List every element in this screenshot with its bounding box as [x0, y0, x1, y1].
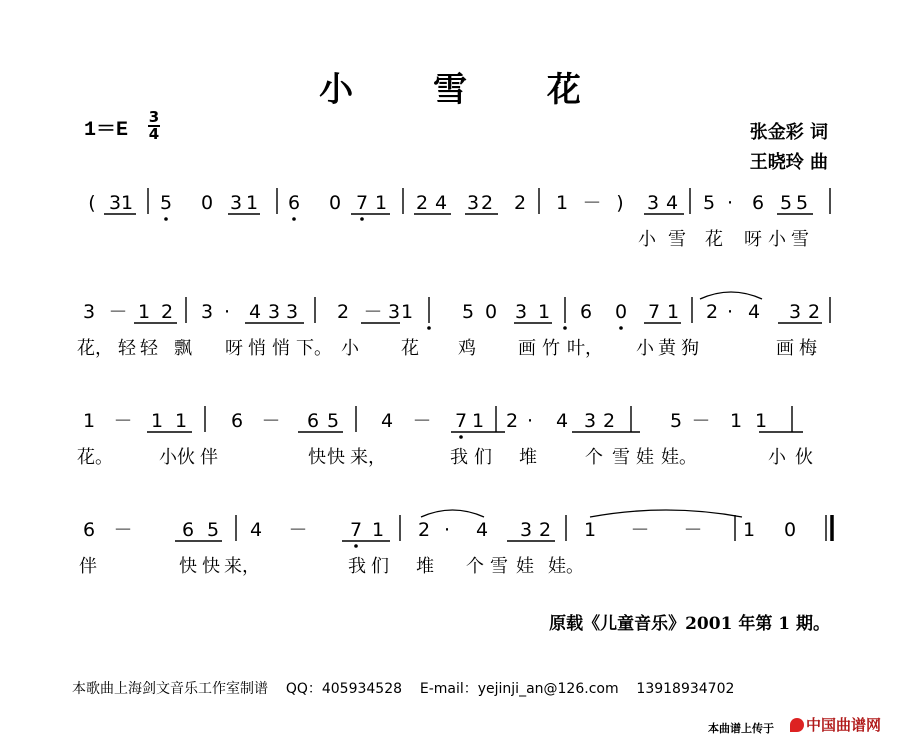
- note: 3: [583, 410, 597, 432]
- lyric-word: 轻: [118, 338, 136, 359]
- lyric-word: 快: [202, 556, 220, 577]
- lyric-word: 来，: [224, 556, 260, 577]
- note: 1: [742, 519, 756, 541]
- lyric-word: 们: [474, 447, 492, 468]
- tie: [590, 510, 742, 517]
- footer-credits: [72, 678, 734, 698]
- lyric-word: 个: [585, 447, 603, 468]
- lyricist-credit: 张金彩 词: [749, 122, 828, 143]
- lyric-word: 花，: [77, 338, 113, 359]
- note: －: [363, 301, 383, 323]
- lyric-word: 花: [705, 229, 723, 250]
- lyric-word: 黄: [658, 338, 676, 359]
- lyric-word: 个: [466, 556, 484, 577]
- note: 3: [285, 301, 299, 323]
- note: －: [288, 519, 308, 541]
- note: 1: [400, 301, 414, 323]
- note: 3: [519, 519, 533, 541]
- lyric-word: 小: [768, 229, 786, 250]
- lyric-word: 雪: [490, 556, 508, 577]
- note: 5: [669, 410, 683, 432]
- note: 2: [705, 301, 719, 323]
- note: 2: [480, 192, 494, 214]
- note: 1: [471, 410, 485, 432]
- lyric-word: 小: [768, 447, 786, 468]
- footer-email: E-mail：yejinji_an@126.com: [419, 681, 619, 697]
- lyric-word: 叶，: [567, 338, 603, 359]
- note: 1: [245, 192, 259, 214]
- note: 6: [306, 410, 320, 432]
- lyric-word: 雪: [612, 447, 630, 468]
- key-signature: 1＝E: [84, 119, 129, 142]
- note: ·: [726, 192, 734, 214]
- note: 5: [206, 519, 220, 541]
- low-octave-dot: [354, 544, 358, 548]
- note: 1: [754, 410, 768, 432]
- note: 0: [783, 519, 797, 541]
- lyric-word: 鸡: [458, 338, 476, 359]
- site-logo: [790, 714, 881, 735]
- low-octave-dot: [563, 326, 567, 330]
- note: ·: [726, 301, 734, 323]
- lyric-word: 娃。: [548, 556, 584, 577]
- note: 3: [267, 301, 281, 323]
- note: 4: [249, 519, 263, 541]
- note: 5: [326, 410, 340, 432]
- note: 0: [484, 301, 498, 323]
- note: －: [108, 301, 128, 323]
- note: 3: [387, 301, 401, 323]
- note: 2: [336, 301, 350, 323]
- lyric-word: 堆: [519, 447, 537, 468]
- note: －: [683, 519, 703, 541]
- note: 2: [513, 192, 527, 214]
- note: 5: [779, 192, 793, 214]
- note: 5: [461, 301, 475, 323]
- time-signature-numerator: 3: [148, 108, 160, 126]
- note: 3: [200, 301, 214, 323]
- lyric-word: 快: [308, 447, 326, 468]
- lyric-word: 伴: [200, 447, 218, 468]
- lyric-word: 花。: [77, 447, 113, 468]
- lyric-word: 们: [371, 556, 389, 577]
- note: －: [582, 192, 602, 214]
- flame-logo-icon: [790, 718, 804, 732]
- lyric-word: 堆: [416, 556, 434, 577]
- note: 1: [374, 192, 388, 214]
- note: 1: [666, 301, 680, 323]
- note: ): [616, 192, 624, 214]
- lyric-word: 悄: [248, 338, 266, 359]
- lyric-word: 悄: [272, 338, 290, 359]
- note: 6: [230, 410, 244, 432]
- note: 3: [229, 192, 243, 214]
- note: －: [261, 410, 281, 432]
- note: 3: [646, 192, 660, 214]
- note: 3: [466, 192, 480, 214]
- footer-phone: 13918934702: [636, 681, 735, 697]
- note: 1: [82, 410, 96, 432]
- note: 2: [417, 519, 431, 541]
- song-title: 小 雪 花: [319, 70, 615, 110]
- note: 6: [751, 192, 765, 214]
- note: 7: [647, 301, 661, 323]
- source-note: 原载《儿童音乐》2001 年第 1 期。: [549, 614, 830, 634]
- lyric-word: 花: [401, 338, 419, 359]
- note: 4: [434, 192, 448, 214]
- note: 2: [160, 301, 174, 323]
- note: 2: [807, 301, 821, 323]
- note: 1: [555, 192, 569, 214]
- composer-credit: 王晓玲 曲: [749, 152, 828, 173]
- lyric-word: 快: [179, 556, 197, 577]
- low-octave-dot: [292, 217, 296, 221]
- lyric-word: 小: [636, 338, 654, 359]
- lyric-word: 画: [518, 338, 536, 359]
- low-octave-dot: [164, 217, 168, 221]
- note: 7: [454, 410, 468, 432]
- lyric-word: 竹: [542, 338, 560, 359]
- note: 6: [579, 301, 593, 323]
- note: 6: [181, 519, 195, 541]
- note: 3: [788, 301, 802, 323]
- lyric-word: 我: [348, 556, 366, 577]
- note: 1: [137, 301, 151, 323]
- lyric-word: 伴: [79, 556, 97, 577]
- low-octave-dot: [619, 326, 623, 330]
- note: 4: [555, 410, 569, 432]
- lyric-word: 下。: [296, 338, 332, 359]
- note: 5: [702, 192, 716, 214]
- lyric-word: 小: [159, 447, 177, 468]
- low-octave-dot: [360, 217, 364, 221]
- lyric-word: 娃: [636, 447, 654, 468]
- note: －: [691, 410, 711, 432]
- note: 3: [108, 192, 122, 214]
- note: 1: [120, 192, 134, 214]
- low-octave-dot: [459, 435, 463, 439]
- note: 4: [248, 301, 262, 323]
- note: 4: [380, 410, 394, 432]
- note: 2: [538, 519, 552, 541]
- lyric-word: 我: [450, 447, 468, 468]
- lyric-word: 伙: [177, 447, 195, 468]
- lyric-word: 呀: [225, 338, 243, 359]
- tie: [700, 292, 762, 299]
- note: 1: [150, 410, 164, 432]
- lyric-word: 雪: [668, 229, 686, 250]
- lyric-word: 伙: [795, 447, 813, 468]
- note: 1: [537, 301, 551, 323]
- note: 4: [747, 301, 761, 323]
- note: 4: [475, 519, 489, 541]
- note: 1: [371, 519, 385, 541]
- note: 0: [328, 192, 342, 214]
- note: 3: [514, 301, 528, 323]
- note: 1: [174, 410, 188, 432]
- note: 3: [82, 301, 96, 323]
- lyric-word: 梅: [799, 338, 817, 359]
- footer-qq: QQ：405934528: [285, 681, 403, 697]
- note: 4: [665, 192, 679, 214]
- footer-studio: 本歌曲上海剑文音乐工作室制谱: [72, 681, 268, 697]
- note: －: [412, 410, 432, 432]
- low-octave-dot: [427, 326, 431, 330]
- note: ·: [526, 410, 534, 432]
- note: 6: [287, 192, 301, 214]
- upload-note: 本曲谱上传于: [708, 722, 774, 735]
- note: －: [113, 519, 133, 541]
- lyric-word: 快: [327, 447, 345, 468]
- lyric-word: 画: [776, 338, 794, 359]
- note: 5: [795, 192, 809, 214]
- lyric-word: 轻: [140, 338, 158, 359]
- tie: [421, 510, 484, 517]
- note: 6: [82, 519, 96, 541]
- note: －: [630, 519, 650, 541]
- note: 2: [415, 192, 429, 214]
- lyric-word: 来，: [350, 447, 386, 468]
- lyric-word: 呀: [744, 229, 762, 250]
- lyric-word: 飘: [174, 338, 192, 359]
- site-logo-text: 中国曲谱网: [806, 716, 882, 734]
- note: 7: [355, 192, 369, 214]
- lyric-word: 狗: [681, 338, 699, 359]
- note: 1: [729, 410, 743, 432]
- note: 7: [349, 519, 363, 541]
- lyric-word: 娃。: [661, 447, 697, 468]
- note: －: [113, 410, 133, 432]
- note: 0: [200, 192, 214, 214]
- note: 2: [602, 410, 616, 432]
- note: 5: [159, 192, 173, 214]
- note: 0: [614, 301, 628, 323]
- note: ·: [443, 519, 451, 541]
- time-signature-denominator: 4: [148, 125, 160, 143]
- note: ·: [223, 301, 231, 323]
- lyric-word: 小: [341, 338, 359, 359]
- lyric-word: 娃: [516, 556, 534, 577]
- lyric-word: 小: [638, 229, 656, 250]
- lyric-word: 雪: [791, 229, 809, 250]
- note: 2: [505, 410, 519, 432]
- note: (: [88, 192, 96, 214]
- note: 1: [583, 519, 597, 541]
